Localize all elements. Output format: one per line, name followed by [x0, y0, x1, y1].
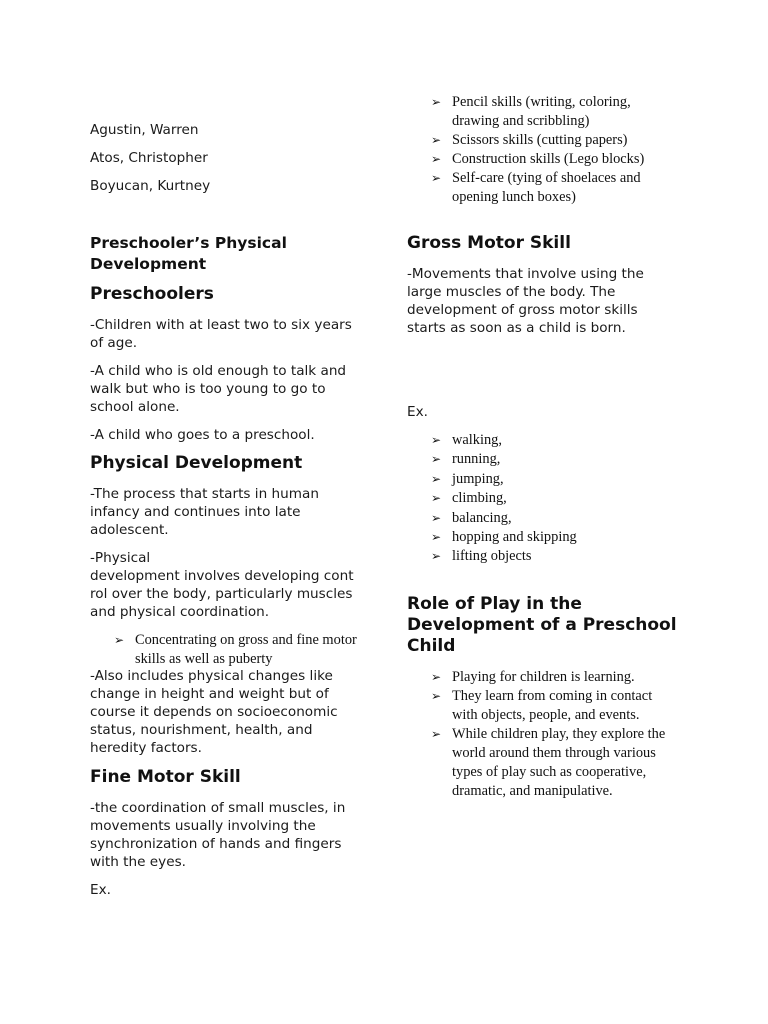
arrow-bullet-icon: ➢	[431, 491, 442, 506]
list-item-text: Playing for children is learning.	[452, 669, 635, 685]
author-name: Agustin, Warren	[90, 122, 199, 138]
paragraph: -Children with at least two to six years of age.	[90, 317, 352, 351]
arrow-bullet-icon: ➢	[431, 670, 442, 684]
document-title: Preschooler’s Physical Development	[90, 234, 287, 273]
example-label: Ex.	[407, 404, 428, 420]
paragraph: -The process that starts in human infancy and continues into late adolescent.	[90, 486, 319, 538]
heading-physical-development: Physical Development	[90, 453, 303, 473]
list-item	[407, 169, 667, 207]
heading-fine-motor-skill: Fine Motor Skill	[90, 767, 241, 787]
fine-motor-examples-list	[407, 93, 667, 207]
list-item-text: Scissors skills (cutting papers)	[452, 132, 628, 148]
arrow-bullet-icon: ➢	[431, 452, 442, 467]
heading-preschoolers: Preschoolers	[90, 284, 214, 304]
arrow-bullet-icon: ➢	[431, 510, 442, 525]
arrow-bullet-icon: ➢	[431, 433, 442, 447]
physical-bullet-list	[90, 631, 360, 669]
list-item-text: walking,	[452, 432, 502, 448]
arrow-bullet-icon: ➢	[114, 633, 125, 647]
paragraph: -Movements that involve using the large muscles of the body. The development of gross motor skills starts as soon as a child is born.	[407, 266, 644, 336]
author-name: Boyucan, Kurtney	[90, 178, 211, 194]
authors-block	[90, 121, 340, 195]
list-item	[407, 431, 667, 450]
example-label: Ex.	[90, 882, 111, 898]
physical-development-section	[90, 485, 362, 621]
list-item	[407, 528, 667, 547]
list-item-text: hopping and skipping	[452, 529, 577, 546]
arrow-bullet-icon: ➢	[431, 549, 442, 564]
preschoolers-section	[90, 316, 362, 444]
paragraph: -A child who is old enough to talk and walk but who is too young to go to school alone.	[90, 363, 347, 415]
list-item	[407, 150, 667, 169]
list-item	[407, 450, 667, 469]
list-item	[407, 489, 667, 508]
list-item-text: lifting objects	[452, 548, 532, 565]
list-item-text: Pencil skills (writing, coloring, drawing and scribbling)	[452, 94, 631, 129]
arrow-bullet-icon: ➢	[431, 152, 442, 166]
paragraph: -the coordination of small muscles, in movements usually involving the synchronization of hands and fingers with the eyes.	[90, 800, 346, 870]
list-item	[90, 631, 360, 669]
list-item	[407, 131, 667, 150]
paragraph: -A child who goes to a preschool.	[90, 427, 315, 443]
gross-motor-examples-list	[407, 431, 667, 567]
list-item-text: jumping,	[452, 470, 504, 487]
arrow-bullet-icon: ➢	[431, 95, 442, 109]
list-item-text: Self-care (tying of shoelaces and opening lunch boxes)	[452, 170, 641, 205]
heading-role-of-play: Role of Play in the Development of a Preschool Child	[407, 594, 677, 656]
list-item	[407, 687, 677, 725]
list-item	[407, 509, 667, 528]
heading-gross-motor-skill: Gross Motor Skill	[407, 233, 571, 253]
arrow-bullet-icon: ➢	[431, 171, 442, 185]
list-item-text: Construction skills (Lego blocks)	[452, 151, 645, 167]
list-item-text: While children play, they explore the world around them through various types of play such as cooperative, dramatic, and manipulative.	[452, 726, 666, 799]
arrow-bullet-icon: ➢	[431, 133, 442, 147]
list-item	[407, 93, 667, 131]
list-item-text: They learn from coming in contact with objects, people, and events.	[452, 688, 653, 723]
list-item-text: running,	[452, 451, 501, 468]
paragraph	[90, 549, 362, 621]
paragraph-line: -Physical	[90, 550, 151, 566]
arrow-bullet-icon: ➢	[431, 727, 442, 741]
arrow-bullet-icon: ➢	[431, 530, 442, 545]
arrow-bullet-icon: ➢	[431, 689, 442, 703]
role-of-play-list	[407, 668, 677, 801]
list-item-text: balancing,	[452, 509, 512, 526]
list-item	[407, 668, 677, 687]
list-item-text: Concentrating on gross and fine motor skills as well as puberty	[135, 632, 357, 667]
paragraph: -Also includes physical changes like change in height and weight but of course it depends on socioeconomic status, nourishment, health, and heredity factors.	[90, 668, 338, 756]
fine-motor-section	[90, 799, 358, 899]
list-item	[407, 547, 667, 566]
list-item	[407, 725, 677, 801]
list-item-text: climbing,	[452, 490, 507, 507]
paragraph-line: development involves developing cont rol over the body, particularly muscles and physical coordination.	[90, 568, 354, 620]
arrow-bullet-icon: ➢	[431, 471, 442, 486]
author-name: Atos, Christopher	[90, 150, 208, 166]
list-item	[407, 470, 667, 489]
